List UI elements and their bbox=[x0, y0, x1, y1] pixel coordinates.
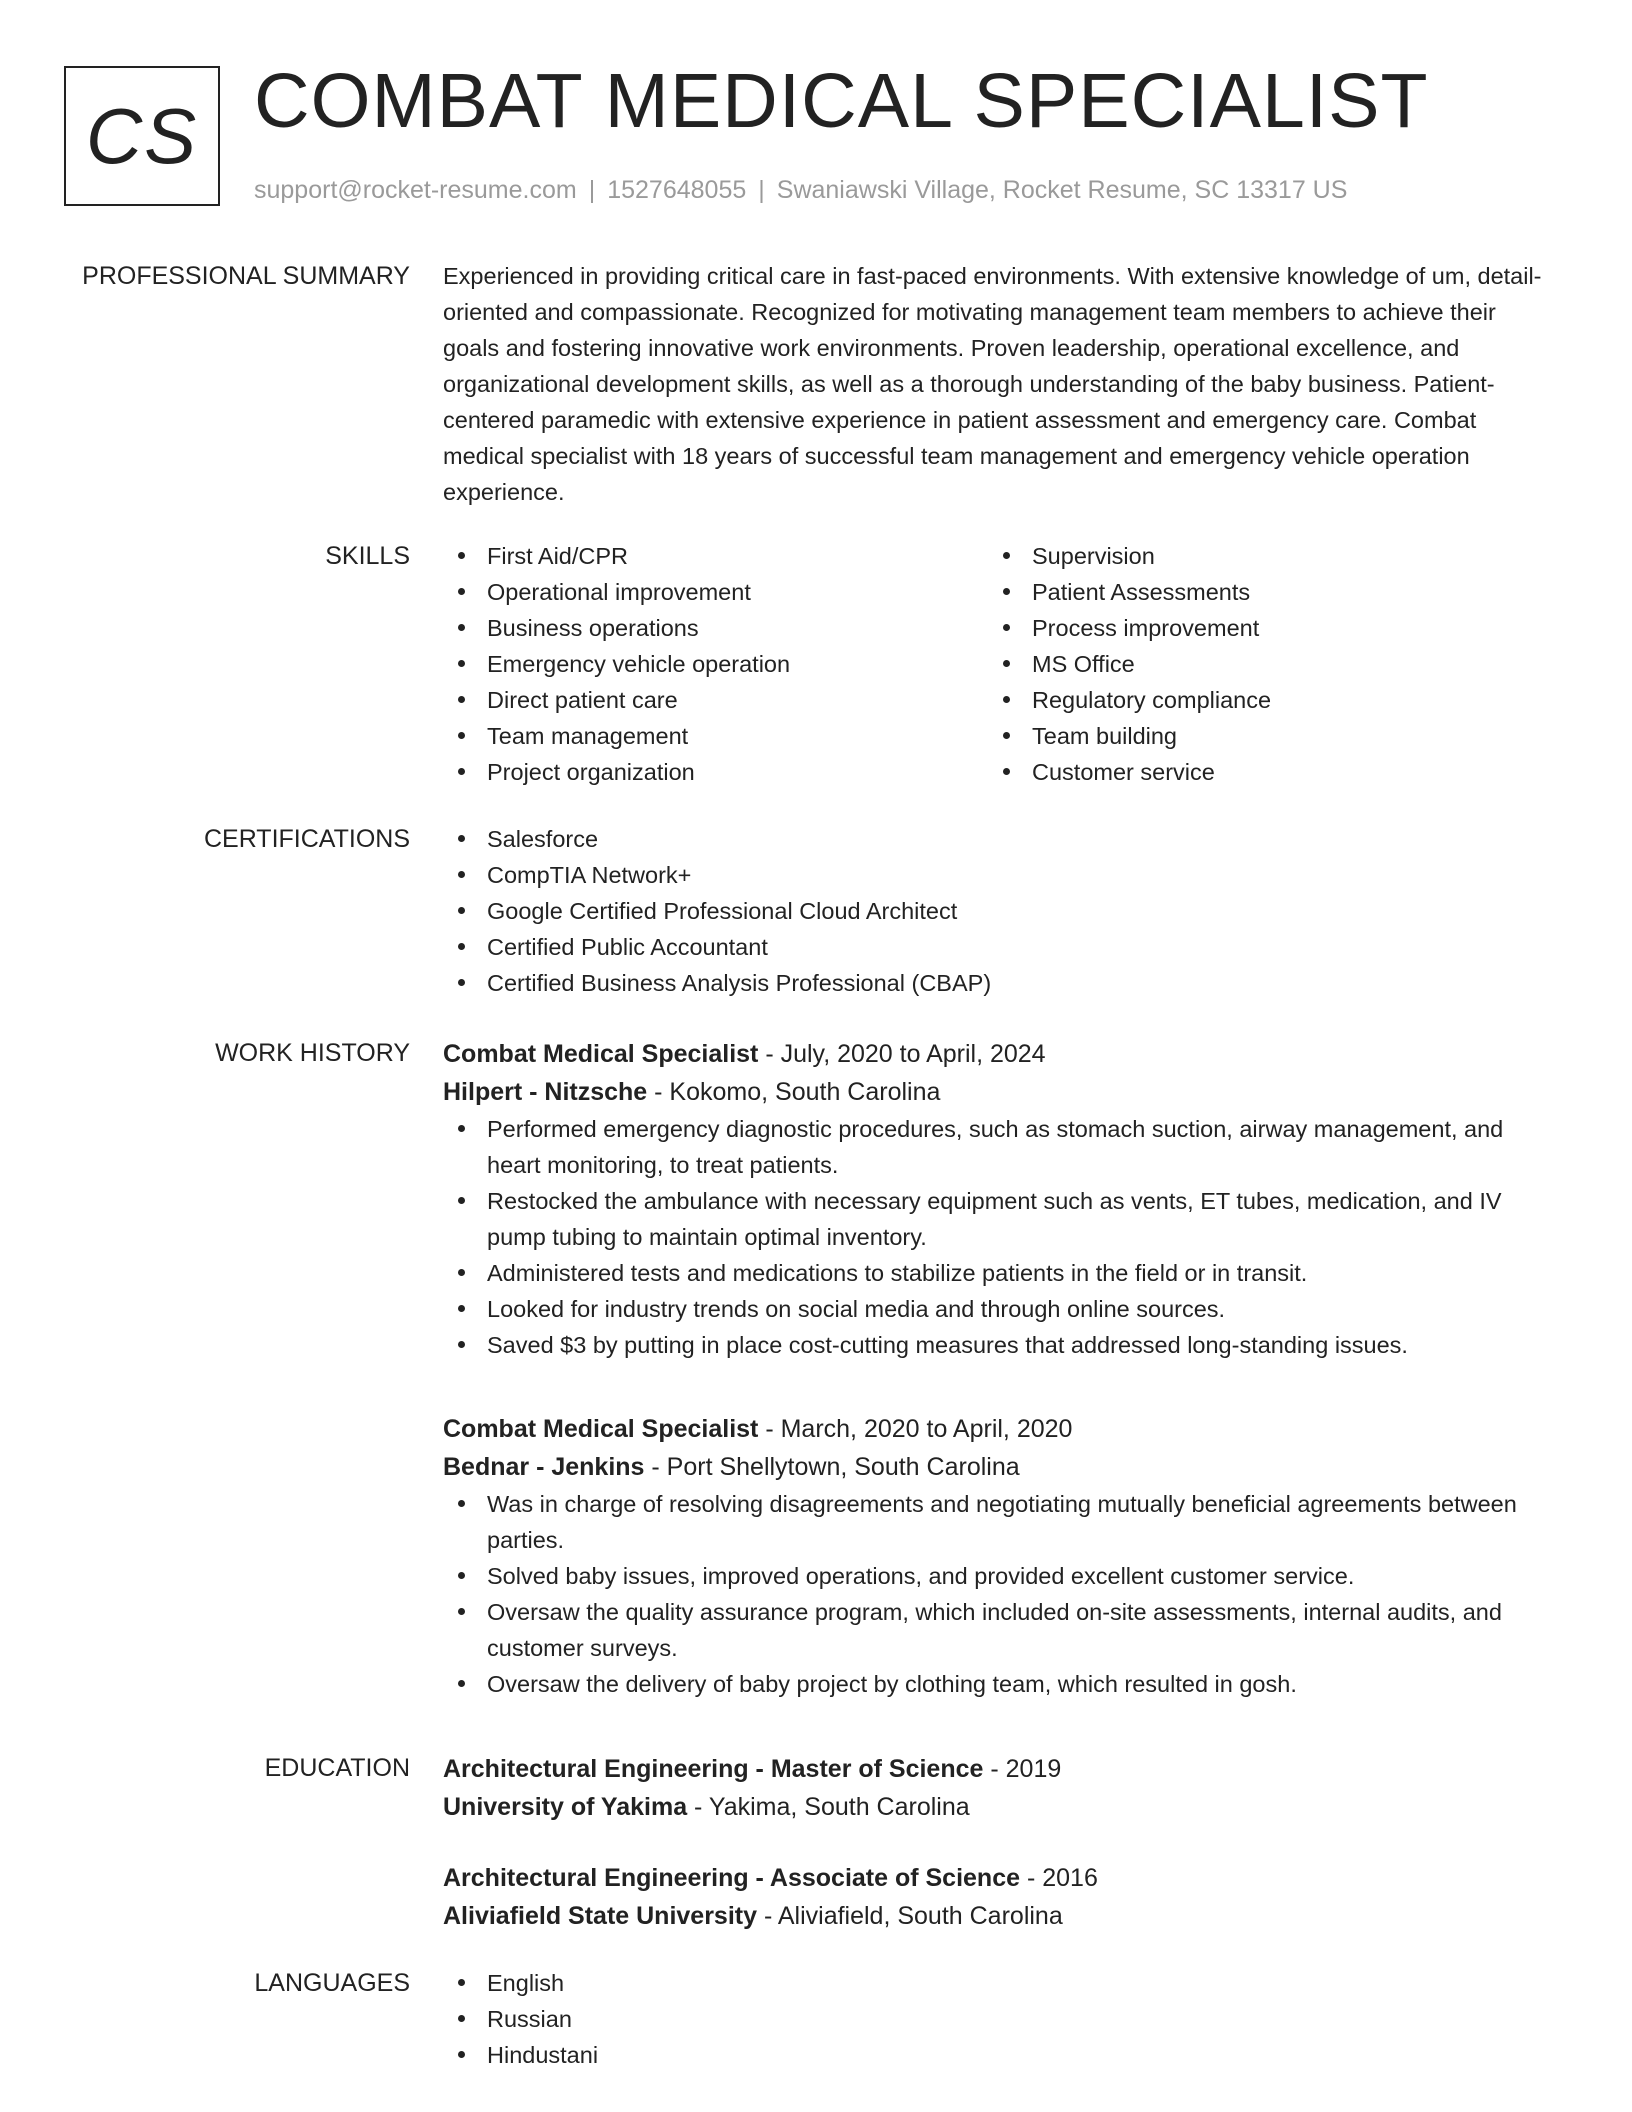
section-label-work-history: WORK HISTORY bbox=[215, 1039, 410, 1067]
job-entry bbox=[443, 1035, 1555, 1363]
work-history-body bbox=[443, 1035, 1555, 1363]
list-item: Process improvement bbox=[988, 610, 1533, 646]
job-duties-list bbox=[443, 1486, 1555, 1702]
list-item: Business operations bbox=[443, 610, 988, 646]
list-item: Direct patient care bbox=[443, 682, 988, 718]
degree-line bbox=[443, 1750, 1555, 1788]
degree: Architectural Engineering - Master of Science bbox=[443, 1755, 984, 1783]
section-label-summary: PROFESSIONAL SUMMARY bbox=[82, 262, 410, 290]
contact-phone: 1527648055 bbox=[607, 176, 747, 204]
education-entry bbox=[443, 1750, 1555, 1826]
school-line bbox=[443, 1788, 1555, 1826]
languages-body bbox=[443, 1965, 1555, 2073]
list-item: Russian bbox=[443, 2001, 1555, 2037]
section-label-skills: SKILLS bbox=[325, 542, 410, 570]
list-item: Salesforce bbox=[443, 821, 1555, 857]
section-label-languages: LANGUAGES bbox=[254, 1969, 410, 1997]
skills-column-right bbox=[988, 538, 1533, 790]
list-item: Was in charge of resolving disagreements and negotiating mutually beneficial agreements between parties. bbox=[443, 1486, 1555, 1558]
job-title-line bbox=[443, 1035, 1555, 1073]
list-item: English bbox=[443, 1965, 1555, 2001]
degree: Architectural Engineering - Associate of Science bbox=[443, 1864, 1021, 1892]
list-item: Operational improvement bbox=[443, 574, 988, 610]
education-body bbox=[443, 1750, 1555, 1826]
list-item: Team building bbox=[988, 718, 1533, 754]
list-item: MS Office bbox=[988, 646, 1533, 682]
contact-address: Swaniawski Village, Rocket Resume, SC 13317 US bbox=[776, 176, 1348, 204]
job-company-line bbox=[443, 1448, 1555, 1486]
certifications-body bbox=[443, 821, 1555, 1001]
contact-separator: | bbox=[588, 176, 596, 204]
list-item: Saved $3 by putting in place cost-cutting measures that addressed long-standing issues. bbox=[443, 1327, 1555, 1363]
skills-list-right bbox=[988, 538, 1533, 790]
skills-column-left bbox=[443, 538, 988, 790]
education-body bbox=[443, 1859, 1555, 1935]
education-entry bbox=[443, 1859, 1555, 1935]
school-line bbox=[443, 1897, 1555, 1935]
job-company: Hilpert - Nitzsche bbox=[443, 1078, 648, 1106]
list-item: Restocked the ambulance with necessary equipment such as vents, ET tubes, medication, and IV pump tubing to maintain optimal inventory. bbox=[443, 1183, 1555, 1255]
list-item: Emergency vehicle operation bbox=[443, 646, 988, 682]
list-item: Regulatory compliance bbox=[988, 682, 1533, 718]
list-item: Administered tests and medications to stabilize patients in the field or in transit. bbox=[443, 1255, 1555, 1291]
skills-list-left bbox=[443, 538, 988, 790]
job-dates: - March, 2020 to April, 2020 bbox=[758, 1415, 1073, 1443]
school-location: - Yakima, South Carolina bbox=[687, 1793, 970, 1821]
job-company: Bednar - Jenkins bbox=[443, 1453, 645, 1481]
list-item: Team management bbox=[443, 718, 988, 754]
job-company-line bbox=[443, 1073, 1555, 1111]
job-duties-list bbox=[443, 1111, 1555, 1363]
job-entry bbox=[443, 1410, 1555, 1702]
section-label-certifications: CERTIFICATIONS bbox=[203, 825, 410, 853]
list-item: Performed emergency diagnostic procedures, such as stomach suction, airway management, and heart monitoring, to treat patients. bbox=[443, 1111, 1555, 1183]
list-item: Customer service bbox=[988, 754, 1533, 790]
job-location: - Kokomo, South Carolina bbox=[647, 1078, 941, 1106]
list-item: Looked for industry trends on social media and through online sources. bbox=[443, 1291, 1555, 1327]
work-history-body bbox=[443, 1410, 1555, 1702]
school-location: - Aliviafield, South Carolina bbox=[757, 1902, 1063, 1930]
list-item: Hindustani bbox=[443, 2037, 1555, 2073]
summary-text: Experienced in providing critical care in fast-paced environments. With extensive knowledge of um, detail-oriented and compassionate. Recognized for motivating management team members to achieve their goals and fostering innovative work environments. Proven leadership, operational excellence, and organizational development skills, as well as a thorough understanding of the baby business. Patient-centered paramedic with extensive experience in patient assessment and emergency care. Combat medical specialist with 18 years of successful team management and emergency vehicle operation experience. bbox=[443, 263, 1542, 505]
contact-email: support@rocket-resume.com bbox=[254, 176, 577, 204]
list-item: Certified Business Analysis Professional (CBAP) bbox=[443, 965, 1555, 1001]
job-dates: - July, 2020 to April, 2024 bbox=[758, 1040, 1046, 1068]
section-label-education: EDUCATION bbox=[264, 1754, 410, 1782]
summary-body bbox=[443, 258, 1555, 510]
monogram-badge: CS bbox=[64, 66, 220, 206]
list-item: First Aid/CPR bbox=[443, 538, 988, 574]
school: University of Yakima bbox=[443, 1793, 688, 1821]
contact-line bbox=[254, 172, 1347, 208]
job-title: Combat Medical Specialist bbox=[443, 1415, 759, 1443]
list-item: Certified Public Accountant bbox=[443, 929, 1555, 965]
job-location: - Port Shellytown, South Carolina bbox=[644, 1453, 1020, 1481]
list-item: Project organization bbox=[443, 754, 988, 790]
job-title: Combat Medical Specialist bbox=[443, 1040, 759, 1068]
list-item: Oversaw the delivery of baby project by clothing team, which resulted in gosh. bbox=[443, 1666, 1555, 1702]
languages-list bbox=[443, 1965, 1555, 2073]
certifications-list bbox=[443, 821, 1555, 1001]
list-item: Supervision bbox=[988, 538, 1533, 574]
school: Aliviafield State University bbox=[443, 1902, 758, 1930]
degree-line bbox=[443, 1859, 1555, 1897]
resume-title: COMBAT MEDICAL SPECIALIST bbox=[254, 58, 1429, 144]
list-item: Patient Assessments bbox=[988, 574, 1533, 610]
job-title-line bbox=[443, 1410, 1555, 1448]
list-item: CompTIA Network+ bbox=[443, 857, 1555, 893]
graduation-year: - 2019 bbox=[983, 1755, 1062, 1783]
contact-separator: | bbox=[758, 176, 765, 204]
graduation-year: - 2016 bbox=[1020, 1864, 1098, 1892]
list-item: Solved baby issues, improved operations, and provided excellent customer service. bbox=[443, 1558, 1555, 1594]
list-item: Google Certified Professional Cloud Architect bbox=[443, 893, 1555, 929]
list-item: Oversaw the quality assurance program, which included on-site assessments, internal audits, and customer surveys. bbox=[443, 1594, 1555, 1666]
